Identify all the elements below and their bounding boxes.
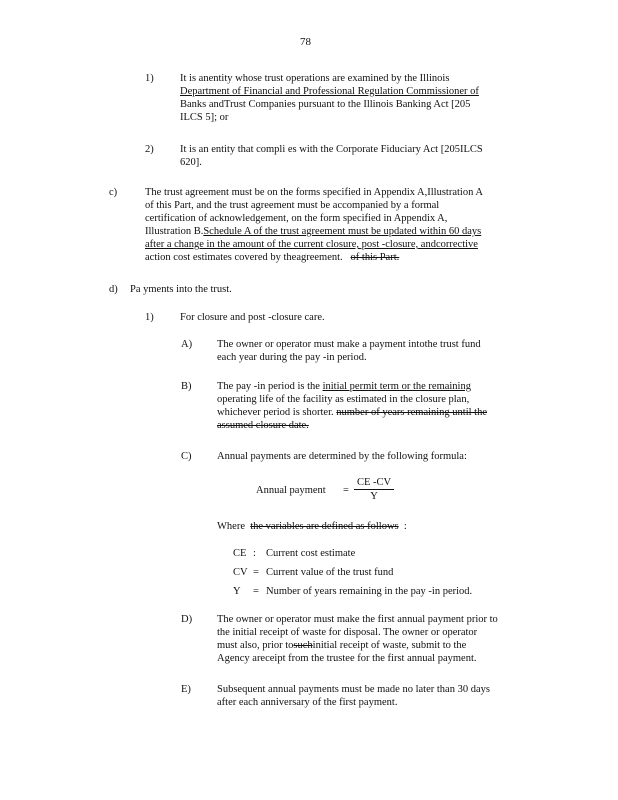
d-B-line-1-plain: The pay -in period is the [217,381,323,392]
section-c-line-4 [145,225,545,238]
d-A-number: A) [181,339,193,350]
d-D-line-3 [217,639,547,652]
item-1-line-3: Banks andTrust Companies pursuant to the Illinois Banking Act [205 [180,99,471,110]
item-1-line-4: ILCS 5]; or [180,112,229,123]
d-C-number: C) [181,451,192,462]
def-symbol: CE [233,548,247,559]
d-D-number: D) [181,614,193,625]
section-c-line-1: The trust agreement must be on the forms specified in Appendix A,Illustration A [145,187,483,198]
where-deleted: the variables are defined as follows [250,521,399,532]
section-c-line-2: of this Part, and the trust agreement must be accompanied by a formal [145,200,440,211]
d-A-line-2: each year during the pay -in period. [217,352,367,363]
section-c-line-6 [145,251,545,264]
where-line [217,520,407,533]
item-1-line-2: Department of Financial and Professional Regulation Commissioner of [180,86,479,97]
formula-equals: = [343,485,349,496]
section-c-line-4-inserted: Schedule A of the trust agreement must be updated within 60 days [203,226,482,237]
def-equals: = [253,586,259,597]
item-1-text [180,72,530,124]
d-E-line-1: Subsequent annual payments must be made no later than 30 days [217,684,490,695]
d-E-text [217,683,547,709]
section-d-title: Pa yments into the trust. [130,284,232,295]
def-description: Current value of the trust fund [266,567,394,578]
d-B-line-3-plain: whichever period is shorter. [217,407,337,418]
d-B-line-3-deleted: number of years remaining until the [336,407,488,418]
d-B-number: B) [181,381,192,392]
section-c-line-5: after a change in the amount of the current closure, post -closure, andcorrective [145,239,478,250]
d-B-line-3 [217,406,537,419]
section-d-number: d) [109,284,118,295]
d-D-line-2: the initial receipt of waste for disposal. The owner or operator [217,627,478,638]
def-symbol: CV [233,567,248,578]
def-symbol: Y [233,586,241,597]
section-c-line-3: certification of acknowledgement, on the form specified in Appendix A, [145,213,448,224]
item-2-text [180,143,530,169]
formula-denominator: Y [370,491,378,502]
section-c-text [145,186,545,264]
d-C-text: Annual payments are determined by the following formula: [217,451,467,462]
d-D-text [217,613,547,665]
d-D-line-4: Agency areceipt from the trustee for the first annual payment. [217,653,477,664]
page-number: 78 [300,36,311,48]
d-1-text: For closure and post -closure care. [180,312,325,323]
section-c-line-6-plain: action cost estimates covered by theagreement. [145,252,343,263]
d-B-line-1-inserted: initial permit term or the remaining [322,381,471,392]
d-D-line-3-deleted: such [293,640,313,651]
d-E-line-2: after each anniversary of the first payment. [217,697,398,708]
d-1-number: 1) [145,312,154,323]
d-B-line-1 [217,380,537,393]
d-E-number: E) [181,684,191,695]
item-1-line-1: It is anentity whose trust operations are examined by the Illinois [180,73,450,84]
def-description: Current cost estimate [266,548,356,559]
where-word: Where [217,521,245,532]
d-D-line-3-plain: must also, prior to [217,640,294,651]
formula-fraction [354,476,394,503]
def-equals: = [253,567,259,578]
d-A-text [217,338,537,364]
d-D-line-1: The owner or operator must make the first annual payment prior to [217,614,498,625]
section-c-line-4-plain: Illustration B. [145,226,204,237]
d-B-text [217,380,537,432]
formula-lhs: Annual payment [256,485,326,496]
where-colon: : [403,521,407,532]
def-equals: : [253,548,256,559]
d-B-line-2: operating life of the facility as estimated in the closure plan, [217,394,470,405]
d-A-line-1: The owner or operator must make a payment intothe trust fund [217,339,481,350]
item-2-line-1: It is an entity that compli es with the Corporate Fiduciary Act [205ILCS [180,144,483,155]
formula-numerator: CE -CV [356,477,392,488]
item-1-number: 1) [145,73,154,84]
section-c-number: c) [109,187,118,198]
d-D-line-3-rest: initial receipt of waste, submit to the [312,640,467,651]
item-2-number: 2) [145,144,154,155]
section-c-line-6-deleted: of this Part. [350,252,400,263]
item-2-line-2: 620]. [180,157,202,168]
def-description: Number of years remaining in the pay -in period. [266,586,473,597]
d-B-line-4: assumed closure date. [217,420,309,431]
